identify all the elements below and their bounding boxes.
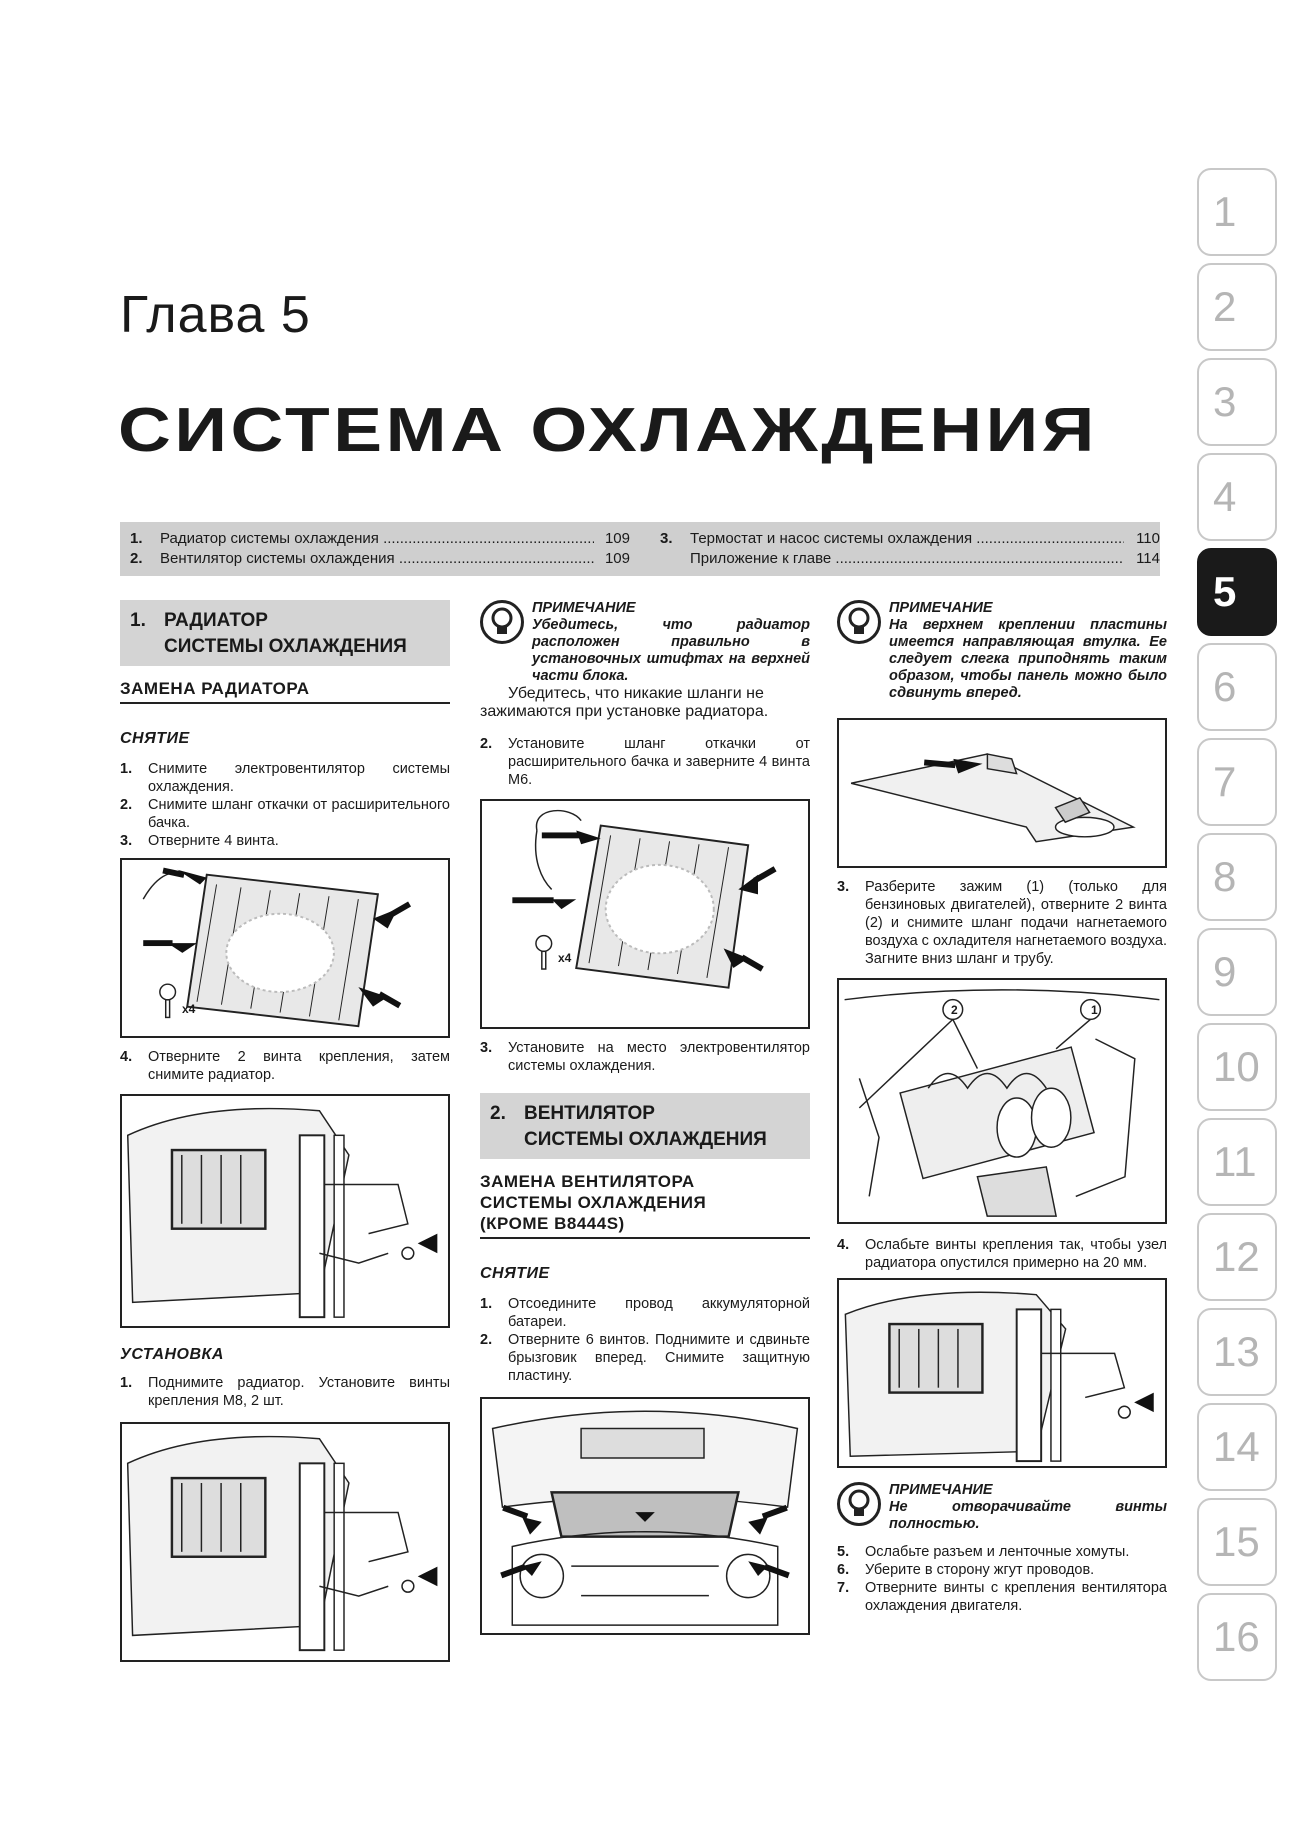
install-heading: УСТАНОВКА [120,1346,224,1363]
note-block [837,600,1167,702]
chapter-tab[interactable]: 16 [1197,1593,1277,1681]
column-1 [120,600,450,1662]
toc-item[interactable]: 3. Термостат и насос системы охлаждения ..... 110 [660,530,1160,547]
step: 2. Отверните 6 винтов. Поднимите и сдвиньте брызговик вперед. Снимите защитную пластину. [480,1332,810,1384]
chapter-tab[interactable]: 2 [1197,263,1277,351]
note-block [480,600,810,685]
radiator-mount-figure [837,1278,1167,1468]
note-title: ПРИМЕЧАНИЕ [889,1482,993,1498]
chapter-tab[interactable]: 10 [1197,1023,1277,1111]
underbody-figure [480,1397,810,1635]
step: 5. Ослабьте разъем и ленточные хомуты. [837,1544,1130,1560]
chapter-tab-active[interactable]: 5 [1197,548,1277,636]
toc-item[interactable]: 2. Вентилятор системы охлаждения ..... 109 [130,550,630,567]
note-title: ПРИМЕЧАНИЕ [889,600,993,616]
step: 7. Отверните винты с крепления вентилятора охлаждения двигателя. [837,1580,1167,1614]
note-body: Убедитесь, что никакие шланги не зажимаются при установке радиатора. [480,685,769,720]
lightbulb-icon [480,600,524,644]
step: 2. Снимите шланг откачки от расширительного бачка. [120,797,450,831]
removal-heading: СНЯТИЕ [120,730,190,747]
chapter-tab[interactable]: 4 [1197,453,1277,541]
chapter-tab[interactable]: 1 [1197,168,1277,256]
note-body: Не отворачивайте винты полностью. [889,1499,1167,1532]
chapter-tab[interactable]: 14 [1197,1403,1277,1491]
page-title: СИСТЕМА ОХЛАЖДЕНИЯ [118,396,1098,465]
note-block [837,1482,1167,1533]
note-body: Убедитесь, что радиатор расположен правильно в установочных штифтах на верхней части блока. [532,617,810,684]
removal-heading: СНЯТИЕ [480,1265,550,1282]
lightbulb-icon [837,600,881,644]
step: 3. Отверните 4 винта. [120,833,279,849]
section-heading: 2. ВЕНТИЛЯТОР СИСТЕМЫ ОХЛАЖДЕНИЯ [480,1093,810,1159]
step: 3. Установите на место электровентилятор системы охлаждения. [480,1040,810,1074]
table-of-contents [120,522,1160,576]
figure-label: x4 [182,1002,196,1016]
chapter-tab[interactable]: 9 [1197,928,1277,1016]
panel-figure [837,718,1167,868]
column-3 [837,600,1167,1615]
lightbulb-icon [837,1482,881,1526]
radiator-mount-figure [120,1094,450,1328]
callout-label: 1 [1091,1003,1098,1017]
column-2 [480,600,810,1635]
step: 1. Снимите электровентилятор системы охлаждения. [120,761,450,795]
chapter-tab[interactable]: 12 [1197,1213,1277,1301]
chapter-tab[interactable]: 6 [1197,643,1277,731]
step: 2. Установите шланг откачки от расширительного бачка и заверните 4 винта М6. [480,736,810,788]
step: 1. Поднимите радиатор. Установите винты крепления М8, 2 шт. [120,1375,450,1409]
step: 3. Разберите зажим (1) (только для бензиновых двигателей), отверните 2 винта (2) и снимите шланг подачи нагнетаемого воздуха с охладителя нагнетаемого воздуха. Загните вниз шланг и трубу. [837,879,1167,967]
chapter-tab[interactable]: 7 [1197,738,1277,826]
subsection-heading: ЗАМЕНА ВЕНТИЛЯТОРА СИСТЕМЫ ОХЛАЖДЕНИЯ (КРОМЕ B8444S) [480,1171,810,1239]
radiator-install-figure [120,1422,450,1662]
radiator-figure [120,858,450,1038]
step: 6. Уберите в сторону жгут проводов. [837,1562,1095,1578]
toc-item[interactable]: Приложение к главе ..... 114 [660,550,1160,567]
step: 4. Ослабьте винты крепления так, чтобы узел радиатора опустился примерно на 20 мм. [837,1237,1167,1271]
step: 1. Отсоедините провод аккумуляторной батареи. [480,1296,810,1330]
chapter-tab[interactable]: 3 [1197,358,1277,446]
callout-label: 2 [951,1003,958,1017]
chapter-tab[interactable]: 11 [1197,1118,1277,1206]
toc-item[interactable]: 1. Радиатор системы охлаждения ..... 109 [130,530,630,547]
engine-bay-figure [837,978,1167,1224]
radiator-figure [480,799,810,1029]
chapter-tab[interactable]: 15 [1197,1498,1277,1586]
note-title: ПРИМЕЧАНИЕ [532,600,636,616]
subsection-heading: ЗАМЕНА РАДИАТОРА [120,678,450,704]
chapter-tab[interactable]: 13 [1197,1308,1277,1396]
figure-label: x4 [558,951,572,965]
chapter-label: Глава 5 [120,286,311,344]
section-heading: 1. РАДИАТОР СИСТЕМЫ ОХЛАЖДЕНИЯ [120,600,450,666]
note-body: На верхнем креплении пластины имеется направляющая втулка. Ее следует слегка приподнять таким образом, чтобы панель можно было сдвинуть вперед. [889,617,1167,701]
chapter-tab[interactable]: 8 [1197,833,1277,921]
step: 4. Отверните 2 винта крепления, затем снимите радиатор. [120,1049,450,1083]
